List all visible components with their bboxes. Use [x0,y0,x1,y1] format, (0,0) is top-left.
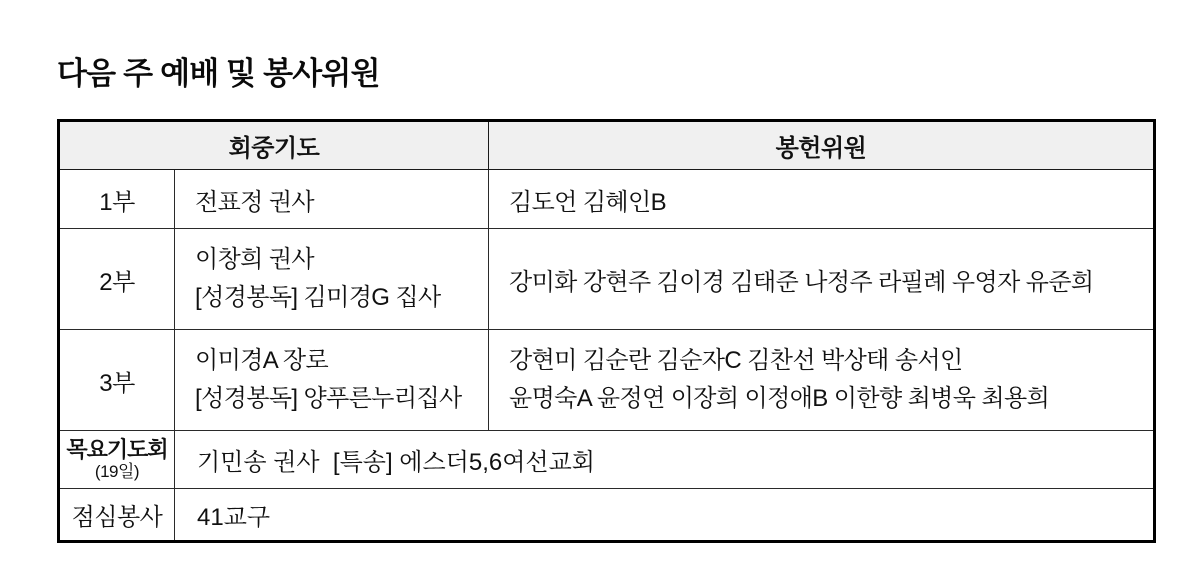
table-row-thursday-prayer-meeting [59,431,1155,489]
row-label-service-3: 3부 [59,330,175,431]
scripture-reader: [성경봉독] 양푸른누리집사 [195,385,462,412]
prayer-name: 이미경A 장로 [195,347,329,374]
table-row-service-2 [59,229,1155,330]
thursday-prayer-label: 목요기도회 [66,436,168,462]
header-cell-congregational-prayer: 회중기도 [59,121,489,170]
table-row-service-3 [59,330,1155,431]
offering-names-line-2: 윤명숙A 윤정연 이장희 이정애B 이한향 최병욱 최용희 [509,385,1050,412]
offering-names: 김도언 김혜인B [509,188,666,216]
table-header-row [59,121,1155,170]
lunch-service-content-cell: 41교구 [175,489,1155,542]
offering-cell-service-1 [489,170,1155,229]
prayer-name: 전표정 권사 [195,188,314,216]
scripture-reader: [성경봉독] 김미경G 집사 [195,284,441,311]
offering-names: 강미화 강현주 김이경 김태준 나정주 라필례 우영자 유준희 [509,268,1094,296]
row-label-lunch-service: 점심봉사 [59,489,175,542]
offering-names-line-1: 강현미 김순란 김순자C 김찬선 박상태 송서인 [509,347,963,374]
thursday-prayer-label-group [62,438,172,482]
table-row-service-1 [59,170,1155,229]
offering-cell-service-2 [489,229,1155,330]
header-cell-offering-committee: 봉헌위원 [489,121,1155,170]
thursday-prayer-content-cell: 기민송 권사 [특송] 에스더5,6여선교회 [175,431,1155,489]
table-row-lunch-service [59,489,1155,542]
prayer-cell-service-3 [175,330,489,431]
prayer-cell-service-1 [175,170,489,229]
thursday-prayer-date: (19일) [94,462,140,482]
prayer-name: 이창희 권사 [195,246,314,273]
row-label-service-2: 2부 [59,229,175,330]
prayer-cell-service-2 [175,229,489,330]
row-label-service-1: 1부 [59,170,175,229]
row-label-thursday-prayer [59,431,175,489]
offering-cell-service-3 [489,330,1155,431]
service-schedule-table [57,119,1156,543]
page-title: 다음 주 예배 및 봉사위원 [57,56,380,91]
